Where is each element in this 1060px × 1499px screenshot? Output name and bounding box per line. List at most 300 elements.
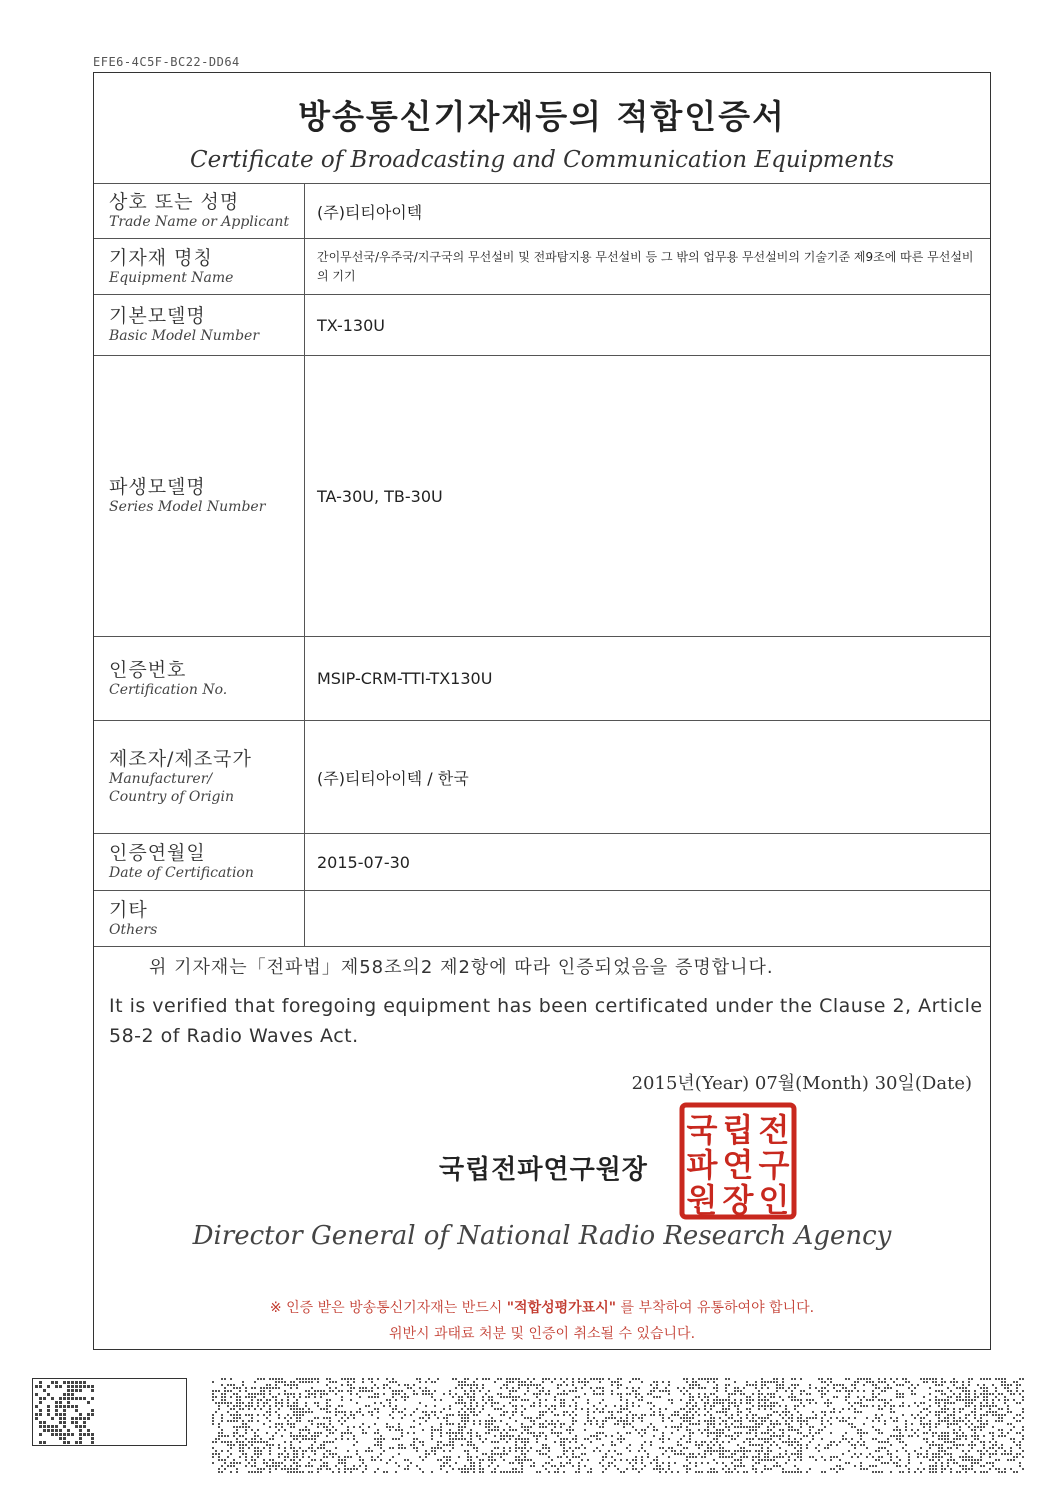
pattern-dot: [773, 1378, 775, 1380]
pattern-dot: [635, 1396, 637, 1398]
pattern-dot: [302, 1435, 304, 1437]
pattern-dot: [854, 1417, 856, 1419]
pattern-dot: [986, 1411, 988, 1413]
pattern-dot: [473, 1384, 475, 1386]
barcode-dot: [51, 1381, 54, 1384]
pattern-dot: [224, 1396, 226, 1398]
pattern-dot: [230, 1396, 232, 1398]
pattern-dot: [827, 1378, 829, 1380]
pattern-dot: [983, 1447, 985, 1449]
pattern-dot: [950, 1447, 952, 1449]
barcode-dot: [47, 1425, 50, 1428]
pattern-dot: [503, 1435, 505, 1437]
pattern-dot: [521, 1468, 523, 1470]
pattern-dot: [398, 1390, 400, 1392]
pattern-dot: [779, 1405, 781, 1407]
pattern-dot: [734, 1426, 736, 1428]
pattern-dot: [740, 1417, 742, 1419]
pattern-dot: [794, 1429, 796, 1431]
pattern-dot: [503, 1411, 505, 1413]
pattern-dot: [491, 1441, 493, 1443]
pattern-dot: [959, 1420, 961, 1422]
pattern-dot: [296, 1399, 298, 1401]
pattern-dot: [611, 1384, 613, 1386]
pattern-dot: [296, 1408, 298, 1410]
pattern-dot: [350, 1432, 352, 1434]
pattern-dot: [734, 1453, 736, 1455]
label-korean: 제조자/제조국가: [109, 748, 252, 770]
pattern-dot: [215, 1441, 217, 1443]
pattern-dot: [485, 1426, 487, 1428]
pattern-dot: [509, 1402, 511, 1404]
pattern-dot: [296, 1438, 298, 1440]
pattern-dot: [455, 1432, 457, 1434]
barcode-dot: [59, 1405, 62, 1408]
pattern-dot: [566, 1438, 568, 1440]
pattern-dot: [245, 1387, 247, 1389]
pattern-dot: [320, 1423, 322, 1425]
pattern-dot: [809, 1468, 811, 1470]
pattern-dot: [752, 1456, 754, 1458]
pattern-dot: [833, 1384, 835, 1386]
pattern-dot: [257, 1453, 259, 1455]
pattern-dot: [365, 1465, 367, 1467]
pattern-dot: [800, 1423, 802, 1425]
pattern-dot: [374, 1444, 376, 1446]
pattern-dot: [434, 1381, 436, 1383]
pattern-dot: [455, 1393, 457, 1395]
pattern-dot: [314, 1459, 316, 1461]
pattern-dot: [476, 1405, 478, 1407]
pattern-dot: [449, 1438, 451, 1440]
pattern-dot: [695, 1405, 697, 1407]
pattern-dot: [596, 1408, 598, 1410]
pattern-dot: [296, 1471, 298, 1473]
pattern-dot: [629, 1462, 631, 1464]
pattern-dot: [851, 1423, 853, 1425]
pattern-dot: [806, 1444, 808, 1446]
pattern-dot: [821, 1423, 823, 1425]
pattern-dot: [479, 1435, 481, 1437]
pattern-dot: [878, 1378, 880, 1380]
pattern-dot: [950, 1414, 952, 1416]
pattern-dot: [515, 1399, 517, 1401]
pattern-dot: [566, 1384, 568, 1386]
pattern-dot: [767, 1393, 769, 1395]
barcode-dot: [43, 1425, 46, 1428]
pattern-dot: [335, 1393, 337, 1395]
barcode-dot: [59, 1397, 62, 1400]
pattern-dot: [563, 1450, 565, 1452]
pattern-dot: [506, 1471, 508, 1473]
pattern-dot: [281, 1381, 283, 1383]
pattern-dot: [419, 1417, 421, 1419]
pattern-dot: [626, 1414, 628, 1416]
pattern-dot: [620, 1378, 622, 1380]
pattern-dot: [293, 1459, 295, 1461]
barcode-dot: [59, 1429, 62, 1432]
pattern-dot: [362, 1423, 364, 1425]
pattern-dot: [230, 1402, 232, 1404]
pattern-dot: [884, 1390, 886, 1392]
pattern-dot: [836, 1471, 838, 1473]
pattern-dot: [551, 1465, 553, 1467]
pattern-dot: [500, 1438, 502, 1440]
pattern-dot: [794, 1384, 796, 1386]
pattern-dot: [881, 1462, 883, 1464]
pattern-dot: [386, 1384, 388, 1386]
pattern-dot: [386, 1378, 388, 1380]
pattern-dot: [278, 1417, 280, 1419]
pattern-dot: [434, 1453, 436, 1455]
pattern-dot: [998, 1471, 1000, 1473]
pattern-dot: [248, 1414, 250, 1416]
pattern-dot: [914, 1432, 916, 1434]
barcode-dot: [63, 1441, 66, 1444]
pattern-dot: [965, 1390, 967, 1392]
pattern-dot: [560, 1444, 562, 1446]
pattern-dot: [221, 1450, 223, 1452]
pattern-dot: [344, 1468, 346, 1470]
pattern-dot: [782, 1411, 784, 1413]
pattern-dot: [380, 1435, 382, 1437]
barcode-dot: [91, 1397, 94, 1400]
pattern-dot: [335, 1465, 337, 1467]
pattern-dot: [878, 1399, 880, 1401]
pattern-dot: [650, 1390, 652, 1392]
pattern-dot: [773, 1423, 775, 1425]
pattern-dot: [656, 1429, 658, 1431]
pattern-dot: [389, 1381, 391, 1383]
pattern-dot: [818, 1429, 820, 1431]
pattern-dot: [974, 1444, 976, 1446]
pattern-dot: [239, 1441, 241, 1443]
pattern-dot: [872, 1420, 874, 1422]
pattern-dot: [890, 1444, 892, 1446]
pattern-dot: [722, 1399, 724, 1401]
pattern-dot: [671, 1450, 673, 1452]
pattern-dot: [821, 1396, 823, 1398]
pattern-dot: [710, 1393, 712, 1395]
pattern-dot: [743, 1426, 745, 1428]
pattern-dot: [386, 1471, 388, 1473]
pattern-dot: [878, 1432, 880, 1434]
pattern-dot: [881, 1408, 883, 1410]
pattern-dot: [542, 1426, 544, 1428]
pattern-dot: [215, 1396, 217, 1398]
pattern-dot: [362, 1390, 364, 1392]
pattern-dot: [830, 1411, 832, 1413]
pattern-dot: [716, 1429, 718, 1431]
pattern-dot: [254, 1459, 256, 1461]
pattern-dot: [626, 1387, 628, 1389]
pattern-dot: [542, 1423, 544, 1425]
pattern-dot: [764, 1453, 766, 1455]
pattern-dot: [812, 1438, 814, 1440]
pattern-dot: [722, 1441, 724, 1443]
pattern-dot: [251, 1396, 253, 1398]
pattern-dot: [533, 1393, 535, 1395]
pattern-dot: [302, 1381, 304, 1383]
pattern-dot: [377, 1438, 379, 1440]
pattern-dot: [260, 1378, 262, 1380]
barcode-dot: [83, 1421, 86, 1424]
barcode-dot: [71, 1421, 74, 1424]
pattern-dot: [461, 1426, 463, 1428]
pattern-dot: [896, 1378, 898, 1380]
pattern-dot: [440, 1465, 442, 1467]
pattern-dot: [875, 1387, 877, 1389]
pattern-dot: [257, 1471, 259, 1473]
pattern-dot: [281, 1468, 283, 1470]
pattern-dot: [896, 1420, 898, 1422]
pattern-dot: [776, 1384, 778, 1386]
pattern-dot: [791, 1390, 793, 1392]
pattern-dot: [233, 1414, 235, 1416]
pattern-dot: [497, 1441, 499, 1443]
pattern-dot: [617, 1387, 619, 1389]
pattern-dot: [236, 1441, 238, 1443]
pattern-dot: [1019, 1393, 1021, 1395]
barcode-dot: [83, 1397, 86, 1400]
pattern-dot: [764, 1399, 766, 1401]
pattern-dot: [251, 1459, 253, 1461]
pattern-dot: [263, 1393, 265, 1395]
pattern-dot: [977, 1384, 979, 1386]
pattern-dot: [938, 1384, 940, 1386]
pattern-dot: [476, 1387, 478, 1389]
pattern-dot: [773, 1396, 775, 1398]
pattern-dot: [431, 1426, 433, 1428]
pattern-dot: [290, 1423, 292, 1425]
pattern-dot: [776, 1411, 778, 1413]
pattern-dot: [299, 1441, 301, 1443]
pattern-dot: [518, 1378, 520, 1380]
pattern-dot: [461, 1402, 463, 1404]
pattern-dot: [947, 1465, 949, 1467]
pattern-dot: [359, 1426, 361, 1428]
pattern-dot: [773, 1465, 775, 1467]
pattern-dot: [947, 1417, 949, 1419]
pattern-dot: [326, 1468, 328, 1470]
pattern-dot: [1016, 1420, 1018, 1422]
pattern-dot: [653, 1414, 655, 1416]
pattern-dot: [482, 1471, 484, 1473]
pattern-dot: [806, 1447, 808, 1449]
pattern-dot: [725, 1384, 727, 1386]
pattern-dot: [245, 1465, 247, 1467]
pattern-dot: [470, 1402, 472, 1404]
pattern-dot: [860, 1435, 862, 1437]
pattern-dot: [404, 1408, 406, 1410]
pattern-dot: [794, 1396, 796, 1398]
barcode-dot: [87, 1413, 90, 1416]
pattern-dot: [572, 1450, 574, 1452]
pattern-dot: [521, 1384, 523, 1386]
pattern-dot: [449, 1456, 451, 1458]
pattern-dot: [1010, 1468, 1012, 1470]
pattern-dot: [740, 1465, 742, 1467]
pattern-dot: [740, 1456, 742, 1458]
pattern-dot: [788, 1459, 790, 1461]
pattern-dot: [998, 1399, 1000, 1401]
pattern-dot: [344, 1471, 346, 1473]
pattern-dot: [773, 1426, 775, 1428]
pattern-dot: [491, 1420, 493, 1422]
pattern-dot: [869, 1378, 871, 1380]
pattern-dot: [515, 1378, 517, 1380]
pattern-dot: [596, 1420, 598, 1422]
pattern-dot: [554, 1408, 556, 1410]
pattern-dot: [779, 1465, 781, 1467]
pattern-dot: [1010, 1384, 1012, 1386]
pattern-dot: [746, 1471, 748, 1473]
pattern-dot: [761, 1438, 763, 1440]
pattern-dot: [689, 1417, 691, 1419]
pattern-dot: [464, 1417, 466, 1419]
pattern-dot: [911, 1384, 913, 1386]
pattern-dot: [917, 1405, 919, 1407]
pattern-dot: [752, 1444, 754, 1446]
pattern-dot: [641, 1447, 643, 1449]
pattern-dot: [752, 1399, 754, 1401]
pattern-dot: [668, 1381, 670, 1383]
pattern-dot: [464, 1381, 466, 1383]
pattern-dot: [413, 1444, 415, 1446]
pattern-dot: [326, 1405, 328, 1407]
pattern-dot: [692, 1423, 694, 1425]
pattern-dot: [317, 1402, 319, 1404]
pattern-dot: [548, 1393, 550, 1395]
pattern-dot: [800, 1447, 802, 1449]
pattern-dot: [911, 1393, 913, 1395]
pattern-dot: [758, 1393, 760, 1395]
pattern-dot: [233, 1420, 235, 1422]
pattern-dot: [992, 1438, 994, 1440]
label-korean: 상호 또는 성명: [109, 191, 240, 213]
pattern-dot: [548, 1462, 550, 1464]
pattern-dot: [491, 1459, 493, 1461]
pattern-dot: [515, 1468, 517, 1470]
pattern-dot: [626, 1459, 628, 1461]
pattern-dot: [710, 1471, 712, 1473]
pattern-dot: [776, 1381, 778, 1383]
pattern-dot: [326, 1417, 328, 1419]
pattern-dot: [458, 1381, 460, 1383]
issue-date: 2015년(Year) 07월(Month) 30일(Date): [631, 1073, 972, 1094]
pattern-dot: [278, 1456, 280, 1458]
pattern-dot: [437, 1459, 439, 1461]
pattern-dot: [533, 1402, 535, 1404]
pattern-dot: [443, 1408, 445, 1410]
pattern-dot: [422, 1471, 424, 1473]
barcode-dot: [51, 1429, 54, 1432]
pattern-dot: [713, 1459, 715, 1461]
pattern-dot: [401, 1396, 403, 1398]
pattern-dot: [953, 1417, 955, 1419]
pattern-dot: [257, 1399, 259, 1401]
pattern-dot: [566, 1450, 568, 1452]
pattern-dot: [416, 1447, 418, 1449]
pattern-dot: [275, 1411, 277, 1413]
pattern-dot: [782, 1387, 784, 1389]
pattern-dot: [791, 1393, 793, 1395]
pattern-dot: [530, 1459, 532, 1461]
pattern-dot: [1016, 1381, 1018, 1383]
pattern-dot: [887, 1462, 889, 1464]
pattern-dot: [848, 1378, 850, 1380]
pattern-dot: [761, 1420, 763, 1422]
pattern-dot: [728, 1405, 730, 1407]
pattern-dot: [455, 1402, 457, 1404]
pattern-dot: [398, 1384, 400, 1386]
pattern-dot: [860, 1444, 862, 1446]
pattern-dot: [287, 1471, 289, 1473]
pattern-dot: [413, 1426, 415, 1428]
pattern-dot: [320, 1393, 322, 1395]
pattern-dot: [542, 1453, 544, 1455]
pattern-dot: [938, 1435, 940, 1437]
pattern-dot: [860, 1453, 862, 1455]
pattern-dot: [572, 1429, 574, 1431]
pattern-dot: [974, 1417, 976, 1419]
pattern-dot: [398, 1426, 400, 1428]
pattern-dot: [686, 1426, 688, 1428]
pattern-dot: [266, 1402, 268, 1404]
pattern-dot: [722, 1411, 724, 1413]
notice-line1-pre: ※ 인증 받은 방송통신기자재는 반드시: [269, 1300, 507, 1316]
pattern-dot: [326, 1462, 328, 1464]
pattern-dot: [275, 1381, 277, 1383]
director-korean: 국립전파연구원장: [439, 1155, 648, 1185]
pattern-dot: [896, 1384, 898, 1386]
pattern-dot: [395, 1393, 397, 1395]
pattern-dot: [329, 1450, 331, 1452]
pattern-dot: [425, 1393, 427, 1395]
pattern-dot: [521, 1438, 523, 1440]
pattern-dot: [734, 1402, 736, 1404]
pattern-dot: [713, 1432, 715, 1434]
pattern-dot: [881, 1447, 883, 1449]
pattern-dot: [512, 1390, 514, 1392]
pattern-dot: [749, 1396, 751, 1398]
pattern-dot: [668, 1393, 670, 1395]
pattern-dot: [620, 1435, 622, 1437]
pattern-dot: [452, 1396, 454, 1398]
pattern-dot: [347, 1390, 349, 1392]
pattern-dot: [263, 1468, 265, 1470]
pattern-dot: [305, 1378, 307, 1380]
pattern-dot: [758, 1405, 760, 1407]
pattern-dot: [734, 1420, 736, 1422]
pattern-dot: [449, 1423, 451, 1425]
pattern-dot: [500, 1393, 502, 1395]
pattern-dot: [308, 1381, 310, 1383]
pattern-dot: [239, 1390, 241, 1392]
pattern-dot: [986, 1396, 988, 1398]
pattern-dot: [698, 1420, 700, 1422]
pattern-dot: [737, 1435, 739, 1437]
pattern-dot: [473, 1465, 475, 1467]
pattern-dot: [578, 1378, 580, 1380]
pattern-dot: [791, 1399, 793, 1401]
pattern-dot: [539, 1426, 541, 1428]
pattern-dot: [398, 1411, 400, 1413]
pattern-dot: [548, 1390, 550, 1392]
pattern-dot: [659, 1414, 661, 1416]
pattern-dot: [515, 1396, 517, 1398]
pattern-dot: [368, 1450, 370, 1452]
